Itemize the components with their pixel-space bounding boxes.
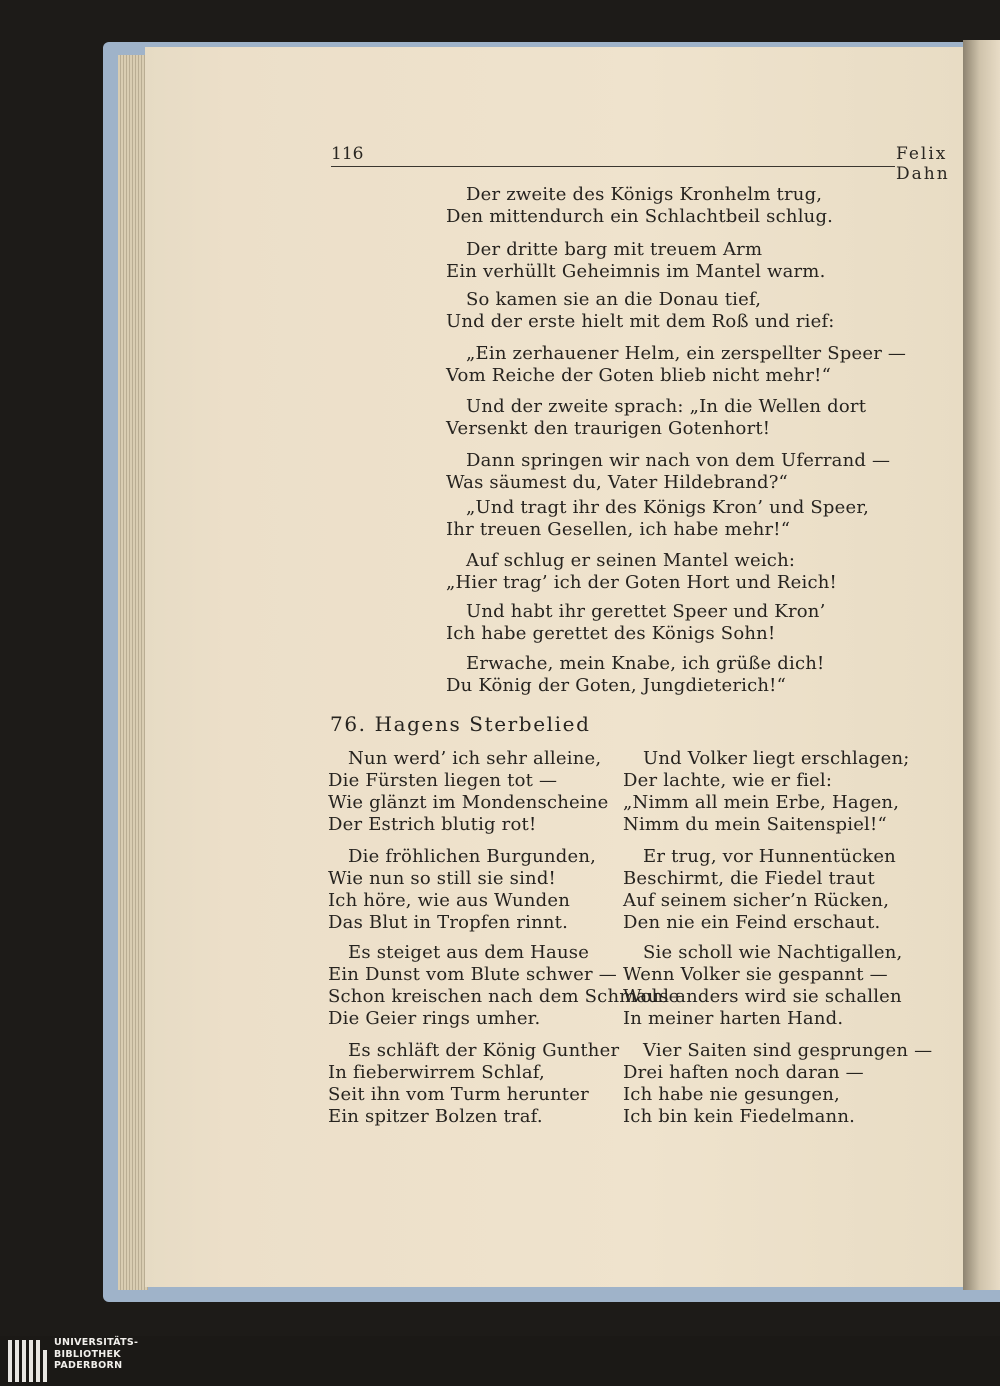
stanza	[446, 497, 869, 541]
verse-line: Schon kreischen nach dem Schmause	[328, 986, 680, 1007]
verse-line: So kamen sie an die Donau tief,	[466, 289, 762, 310]
logo-line: UNIVERSITÄTS-	[54, 1337, 139, 1348]
verse-line: Sie scholl wie Nachtigallen,	[643, 942, 903, 963]
verse-line: Vier Saiten sind gesprungen —	[643, 1040, 933, 1061]
stanza	[328, 1040, 619, 1128]
verse-line: Der zweite des Königs Kronhelm trug,	[466, 184, 823, 205]
section-title: 76. Hagens Sterbelied	[330, 712, 591, 736]
stanza	[328, 748, 609, 836]
verse-line: Ein verhüllt Geheimnis im Mantel warm.	[446, 261, 826, 282]
verse-line: Wenn Volker sie gespannt —	[623, 964, 888, 985]
verse-line: Du König der Goten, Jungdieterich!“	[446, 675, 786, 696]
verse-line: In fieberwirrem Schlaf,	[328, 1062, 545, 1083]
page-edges	[118, 55, 148, 1290]
verse-line: Es steiget aus dem Hause	[348, 942, 590, 963]
stanza	[446, 601, 826, 645]
verse-line: Der lachte, wie er fiel:	[623, 770, 833, 791]
stanza	[446, 550, 837, 594]
stanza	[446, 184, 833, 228]
verse-line: Nun werd’ ich sehr alleine,	[348, 748, 602, 769]
library-footer	[0, 1336, 1000, 1386]
stanza	[623, 942, 902, 1030]
stanza	[623, 748, 910, 836]
verse-line: Es schläft der König Gunther	[348, 1040, 620, 1061]
stanza	[446, 239, 826, 283]
verse-line: Ein spitzer Bolzen traf.	[328, 1106, 543, 1127]
verse-line: Den mittendurch ein Schlachtbeil schlug.	[446, 206, 834, 227]
running-head	[331, 144, 950, 184]
verse-line: In meiner harten Hand.	[623, 1008, 844, 1029]
verse-line: Was säumest du, Vater Hildebrand?“	[446, 472, 788, 493]
stanza	[446, 396, 866, 440]
verse-line: Nimm du mein Saitenspiel!“	[623, 814, 887, 835]
verse-line: Ihr treuen Gesellen, ich habe mehr!“	[446, 519, 791, 540]
verse-line: Drei haften noch daran —	[623, 1062, 864, 1083]
stanza	[328, 846, 596, 934]
verse-line: Ich habe nie gesungen,	[623, 1084, 840, 1105]
verse-line: Und habt ihr gerettet Speer und Kron’	[466, 601, 826, 622]
verse-line: Die Geier rings umher.	[328, 1008, 541, 1029]
verse-line: Wohl anders wird sie schallen	[623, 986, 902, 1007]
verse-line: Erwache, mein Knabe, ich grüße dich!	[466, 653, 825, 674]
stanza	[446, 343, 906, 387]
verse-line: Auf seinem sicher’n Rücken,	[623, 890, 890, 911]
page-number: 116	[331, 144, 364, 164]
verse-line: Der dritte barg mit treuem Arm	[466, 239, 763, 260]
verse-line: Er trug, vor Hunnentücken	[643, 846, 896, 867]
running-title: Felix Dahn	[896, 144, 950, 184]
stanza	[623, 846, 896, 934]
verse-line: Wie nun so still sie sind!	[328, 868, 556, 889]
verse-line: Beschirmt, die Fiedel traut	[623, 868, 875, 889]
stanza	[623, 1040, 932, 1128]
library-logo-text	[54, 1337, 138, 1372]
verse-line: Und Volker liegt erschlagen;	[643, 748, 910, 769]
verse-line: Den nie ein Feind erschaut.	[623, 912, 881, 933]
verse-line: Ein Dunst vom Blute schwer —	[328, 964, 617, 985]
verse-line: Der Estrich blutig rot!	[328, 814, 537, 835]
verse-line: Ich bin kein Fiedelmann.	[623, 1106, 856, 1127]
verse-line: Versenkt den traurigen Gotenhort!	[446, 418, 771, 439]
verse-line: Das Blut in Tropfen rinnt.	[328, 912, 569, 933]
library-logo-icon	[8, 1338, 48, 1384]
verse-line: Und der erste hielt mit dem Roß und rief:	[446, 311, 835, 332]
verse-line: „Ein zerhauener Helm, ein zerspellter Speer —	[466, 343, 907, 364]
logo-line: PADERBORN	[54, 1360, 123, 1371]
verse-line: Und der zweite sprach: „In die Wellen dort	[466, 396, 867, 417]
verse-line: „Nimm all mein Erbe, Hagen,	[623, 792, 900, 813]
verse-line: Auf schlug er seinen Mantel weich:	[466, 550, 796, 571]
stanza	[446, 653, 825, 697]
verse-line: Ich höre, wie aus Wunden	[328, 890, 570, 911]
verse-line: Wie glänzt im Mondenscheine	[328, 792, 609, 813]
verse-line: „Und tragt ihr des Königs Kron’ und Speer,	[466, 497, 870, 518]
stanza	[446, 450, 890, 494]
verse-line: Vom Reiche der Goten blieb nicht mehr!“	[446, 365, 831, 386]
verse-line: Die Fürsten liegen tot —	[328, 770, 558, 791]
verse-line: „Hier trag’ ich der Goten Hort und Reich!	[446, 572, 837, 593]
book-gutter	[963, 40, 1000, 1290]
stanza	[446, 289, 835, 333]
verse-line: Ich habe gerettet des Königs Sohn!	[446, 623, 776, 644]
verse-line: Seit ihn vom Turm herunter	[328, 1084, 589, 1105]
verse-line: Dann springen wir nach von dem Uferrand —	[466, 450, 891, 471]
logo-line: BIBLIOTHEK	[54, 1348, 121, 1360]
verse-line: Die fröhlichen Burgunden,	[348, 846, 597, 867]
header-rule	[331, 166, 895, 167]
